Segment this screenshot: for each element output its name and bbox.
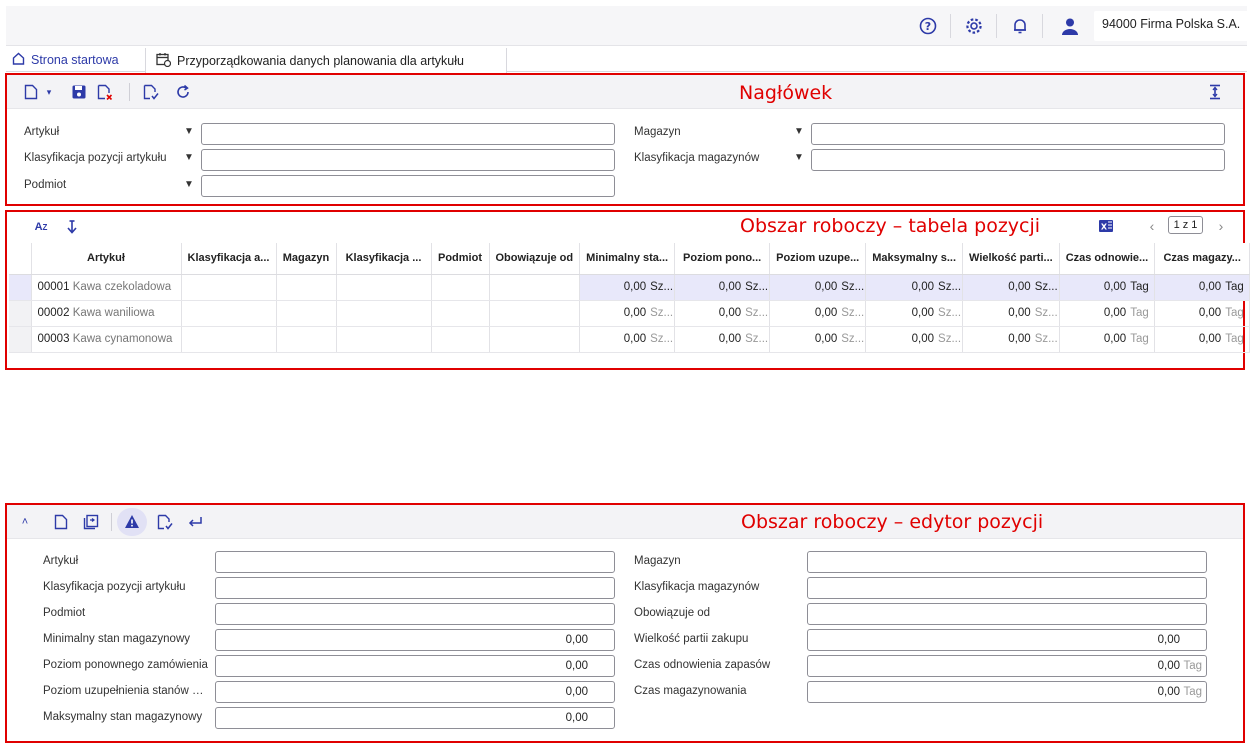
- editor-right-label: Czas odnowienia zapasów: [634, 659, 771, 671]
- column-header[interactable]: Klasyfikacja a...: [181, 243, 276, 274]
- numeric-cell: [1155, 274, 1250, 300]
- cell-value: 0,00: [623, 281, 647, 293]
- cell-unit: Sz...: [841, 333, 865, 345]
- table-cell: [489, 274, 580, 300]
- editor-left-input[interactable]: [215, 681, 615, 703]
- tab-planning-data[interactable]: [145, 48, 507, 73]
- magazyn-label: Magazyn: [634, 126, 681, 138]
- table-cell: [336, 326, 431, 352]
- new-document-icon[interactable]: [21, 82, 41, 102]
- cell-value: 0,00: [1198, 307, 1222, 319]
- editor-left-label: Podmiot: [43, 607, 86, 619]
- editor-left-input[interactable]: [215, 577, 615, 599]
- cell-unit: Tag: [1225, 333, 1244, 345]
- editor-left-input[interactable]: [215, 629, 615, 651]
- table-header-row: [9, 243, 1250, 274]
- artykul-cell: [31, 274, 181, 300]
- column-header[interactable]: Podmiot: [431, 243, 489, 274]
- warning-icon: [124, 514, 140, 532]
- editor-right-input[interactable]: [807, 551, 1207, 573]
- cell-value: 0,00: [1103, 281, 1127, 293]
- warning-button[interactable]: [117, 508, 147, 536]
- chevron-down-icon[interactable]: ▼: [184, 152, 194, 163]
- header-section: [5, 73, 1245, 206]
- cell-unit: Sz...: [938, 333, 962, 345]
- numeric-cell: [1059, 274, 1155, 300]
- svg-text:?: ?: [924, 20, 932, 33]
- editor-section-title: Obszar roboczy – edytor pozycji: [741, 511, 1044, 533]
- editor-right-label: Obowiązuje od: [634, 607, 711, 619]
- new-item-icon[interactable]: [51, 512, 71, 532]
- cell-unit: Sz...: [1034, 307, 1058, 319]
- cell-value: 0,00: [1103, 333, 1127, 345]
- editor-left-value: 0,00: [565, 686, 588, 698]
- cell-value: 0,00: [814, 307, 838, 319]
- cell-value: 0,00: [911, 281, 935, 293]
- cell-unit: Sz...: [650, 307, 674, 319]
- table-cell: [181, 326, 276, 352]
- table-cell: [489, 326, 580, 352]
- cell-unit: Sz...: [745, 307, 769, 319]
- items-table: [9, 243, 1250, 353]
- numeric-cell: [675, 326, 770, 352]
- table-cell: [336, 274, 431, 300]
- table-cell: [489, 300, 580, 326]
- cell-value: 0,00: [718, 281, 742, 293]
- validate-item-icon[interactable]: [155, 512, 175, 532]
- artykul-code: 00003: [37, 333, 70, 345]
- editor-right-value: 0,00: [1157, 634, 1180, 646]
- editor-right-unit: Tag: [1183, 660, 1202, 672]
- editor-right-label: Czas magazynowania: [634, 685, 747, 697]
- numeric-cell: [963, 274, 1060, 300]
- page-indicator: 1 z 1: [1168, 216, 1203, 234]
- numeric-cell: [770, 300, 866, 326]
- artykul-input[interactable]: [201, 123, 615, 145]
- cell-value: 0,00: [718, 333, 742, 345]
- numeric-cell: [1155, 326, 1250, 352]
- numeric-cell: [580, 326, 675, 352]
- editor-section: [5, 503, 1245, 743]
- top-bar: [6, 6, 1247, 46]
- table-row[interactable]: [9, 300, 1250, 326]
- cell-value: 0,00: [1008, 307, 1031, 319]
- editor-right-label: Wielkość partii zakupu: [634, 633, 749, 645]
- validate-document-icon[interactable]: [141, 82, 161, 102]
- refresh-icon[interactable]: [173, 82, 193, 102]
- cell-value: 0,00: [814, 281, 838, 293]
- numeric-cell: [866, 326, 963, 352]
- column-header[interactable]: Klasyfikacja ...: [336, 243, 431, 274]
- tab-strip: [6, 48, 1247, 72]
- numeric-cell: [770, 274, 866, 300]
- svg-text:X: X: [1100, 222, 1108, 232]
- editor-left-label: Poziom uzupełnienia stanów m...: [43, 685, 211, 697]
- column-header[interactable]: Obowiązuje od: [489, 243, 580, 274]
- artykul-cell: [31, 300, 181, 326]
- numeric-cell: [866, 300, 963, 326]
- column-header[interactable]: Czas odnowie...: [1059, 243, 1155, 274]
- artykul-name: Kawa czekoladowa: [72, 281, 172, 293]
- copy-item-icon[interactable]: [81, 512, 101, 532]
- artykul-name: Kawa waniliowa: [72, 307, 155, 319]
- editor-left-value: 0,00: [565, 712, 588, 724]
- company-name: 94000 Firma Polska S.A.: [1102, 17, 1241, 31]
- company-selector[interactable]: [1094, 11, 1250, 41]
- column-header[interactable]: Minimalny sta...: [580, 243, 675, 274]
- collapse-section-icon[interactable]: [1205, 82, 1225, 102]
- table-cell: [181, 274, 276, 300]
- cell-value: 0,00: [1198, 333, 1222, 345]
- table-cell: [431, 326, 489, 352]
- tab-home-label: Strona startowa: [31, 53, 119, 67]
- editor-left-input[interactable]: [215, 551, 615, 573]
- chevron-down-icon[interactable]: ▼: [184, 126, 194, 137]
- editor-left-label: Maksymalny stan magazynowy: [43, 711, 203, 723]
- row-selector-header: [9, 243, 31, 274]
- editor-right-unit: Tag: [1183, 686, 1202, 698]
- cell-value: 0,00: [718, 307, 742, 319]
- cell-value: 0,00: [1198, 281, 1222, 293]
- editor-right-input[interactable]: [807, 681, 1207, 703]
- column-header[interactable]: Poziom uzupe...: [770, 243, 866, 274]
- row-selector[interactable]: [9, 274, 31, 300]
- cell-value: 0,00: [623, 333, 647, 345]
- artykul-label: Artykuł: [24, 126, 60, 138]
- table-cell: [276, 326, 336, 352]
- numeric-cell: [1155, 300, 1250, 326]
- artykul-code: 00002: [37, 307, 70, 319]
- table-row[interactable]: [9, 274, 1250, 300]
- editor-left-label: Poziom ponownego zamówienia: [43, 659, 208, 671]
- discard-document-icon[interactable]: [95, 82, 115, 102]
- row-selector[interactable]: [9, 300, 31, 326]
- editor-left-value: 0,00: [565, 660, 588, 672]
- table-cell: [336, 300, 431, 326]
- settings-icon[interactable]: [962, 14, 986, 38]
- artykul-name: Kawa cynamonowa: [72, 333, 173, 345]
- chevron-left-icon[interactable]: ‹: [1149, 218, 1155, 234]
- numeric-cell: [675, 274, 770, 300]
- table-cell: [276, 274, 336, 300]
- cell-unit: Tag: [1130, 333, 1149, 345]
- cell-value: 0,00: [623, 307, 647, 319]
- table-cell: [431, 274, 489, 300]
- editor-right-label: Magazyn: [634, 555, 681, 567]
- chevron-up-icon[interactable]: ˄: [21, 516, 29, 528]
- editor-right-input[interactable]: [807, 603, 1207, 625]
- header-toolbar: [7, 75, 1243, 109]
- numeric-cell: [1059, 326, 1155, 352]
- cell-value: 0,00: [1008, 333, 1031, 345]
- cell-unit: Sz...: [1034, 281, 1058, 293]
- editor-left-label: Klasyfikacja pozycji artykułu: [43, 581, 186, 593]
- klasyfikacja-pozycji-input[interactable]: [201, 149, 615, 171]
- cell-unit: Sz...: [938, 281, 962, 293]
- save-icon[interactable]: [69, 82, 89, 102]
- cell-value: 0,00: [1008, 281, 1031, 293]
- column-header[interactable]: Czas magazy...: [1155, 243, 1250, 274]
- klasyfikacja-pozycji-label: Klasyfikacja pozycji artykułu: [24, 152, 167, 164]
- numeric-cell: [1059, 300, 1155, 326]
- editor-left-input[interactable]: [215, 655, 615, 677]
- editor-left-label: Artykuł: [43, 555, 79, 567]
- user-icon[interactable]: [1058, 14, 1082, 38]
- editor-right-input[interactable]: [807, 655, 1207, 677]
- cell-value: 0,00: [1103, 307, 1127, 319]
- cell-value: 0,00: [911, 333, 935, 345]
- chevron-right-icon[interactable]: ›: [1218, 218, 1224, 234]
- cell-unit: Sz...: [1034, 333, 1058, 345]
- cell-unit: Tag: [1130, 307, 1149, 319]
- header-section-title: Nagłówek: [739, 82, 833, 104]
- table-cell: [276, 300, 336, 326]
- table-section-title: Obszar roboczy – tabela pozycji: [740, 215, 1041, 237]
- chevron-down-icon[interactable]: ▼: [794, 126, 804, 137]
- home-icon: [12, 52, 25, 68]
- cell-value: 0,00: [814, 333, 838, 345]
- column-header[interactable]: Maksymalny s...: [866, 243, 963, 274]
- cell-unit: Sz...: [650, 281, 674, 293]
- notifications-icon[interactable]: [1008, 14, 1032, 38]
- tab-home[interactable]: [12, 48, 119, 72]
- cell-value: 0,00: [911, 307, 935, 319]
- numeric-cell: [963, 326, 1060, 352]
- klasyfikacja-magazynow-label: Klasyfikacja magazynów: [634, 152, 760, 164]
- column-header[interactable]: Wielkość parti...: [963, 243, 1060, 274]
- help-icon[interactable]: [916, 14, 940, 38]
- artykul-code: 00001: [37, 281, 70, 293]
- editor-left-input[interactable]: [215, 707, 615, 729]
- artykul-cell: [31, 326, 181, 352]
- cell-unit: Tag: [1225, 281, 1244, 293]
- numeric-cell: [580, 300, 675, 326]
- podmiot-input[interactable]: [201, 175, 615, 197]
- cell-unit: Sz...: [841, 281, 865, 293]
- column-header[interactable]: Artykuł: [31, 243, 181, 274]
- cell-unit: Sz...: [938, 307, 962, 319]
- undo-icon[interactable]: [185, 512, 205, 532]
- editor-right-value: 0,00: [1157, 686, 1180, 698]
- table-cell: [181, 300, 276, 326]
- cell-unit: Sz...: [745, 333, 769, 345]
- editor-right-input[interactable]: [807, 629, 1207, 651]
- table-cell: [431, 300, 489, 326]
- numeric-cell: [675, 300, 770, 326]
- numeric-cell: [866, 274, 963, 300]
- cell-unit: Sz...: [841, 307, 865, 319]
- table-row[interactable]: [9, 326, 1250, 352]
- editor-left-input[interactable]: [215, 603, 615, 625]
- editor-right-value: 0,00: [1157, 660, 1180, 672]
- cell-unit: Sz...: [745, 281, 769, 293]
- sort-az-icon[interactable]: A Z: [34, 221, 48, 233]
- editor-right-label: Klasyfikacja magazynów: [634, 581, 760, 593]
- magazyn-input[interactable]: [811, 123, 1225, 145]
- numeric-cell: [580, 274, 675, 300]
- chevron-down-icon[interactable]: ▼: [794, 152, 804, 163]
- editor-toolbar: [7, 505, 1243, 539]
- column-header[interactable]: Magazyn: [276, 243, 336, 274]
- podmiot-label: Podmiot: [24, 179, 67, 191]
- chevron-down-icon[interactable]: ▾: [46, 86, 52, 97]
- cell-unit: Tag: [1130, 281, 1149, 293]
- numeric-cell: [963, 300, 1060, 326]
- tab-active-label: Przyporządkowania danych planowania dla artykułu: [177, 53, 464, 68]
- editor-left-label: Minimalny stan magazynowy: [43, 633, 191, 645]
- excel-export-icon[interactable]: [1096, 216, 1116, 236]
- cell-unit: Sz...: [650, 333, 674, 345]
- column-header[interactable]: Poziom pono...: [675, 243, 770, 274]
- sort-down-icon[interactable]: [62, 217, 82, 237]
- editor-left-value: 0,00: [565, 634, 588, 646]
- row-selector[interactable]: [9, 326, 31, 352]
- chevron-down-icon[interactable]: ▼: [184, 179, 194, 190]
- calendar-clock-icon: [156, 52, 171, 70]
- cell-unit: Tag: [1225, 307, 1244, 319]
- klasyfikacja-magazynow-input[interactable]: [811, 149, 1225, 171]
- numeric-cell: [770, 326, 866, 352]
- editor-right-input[interactable]: [807, 577, 1207, 599]
